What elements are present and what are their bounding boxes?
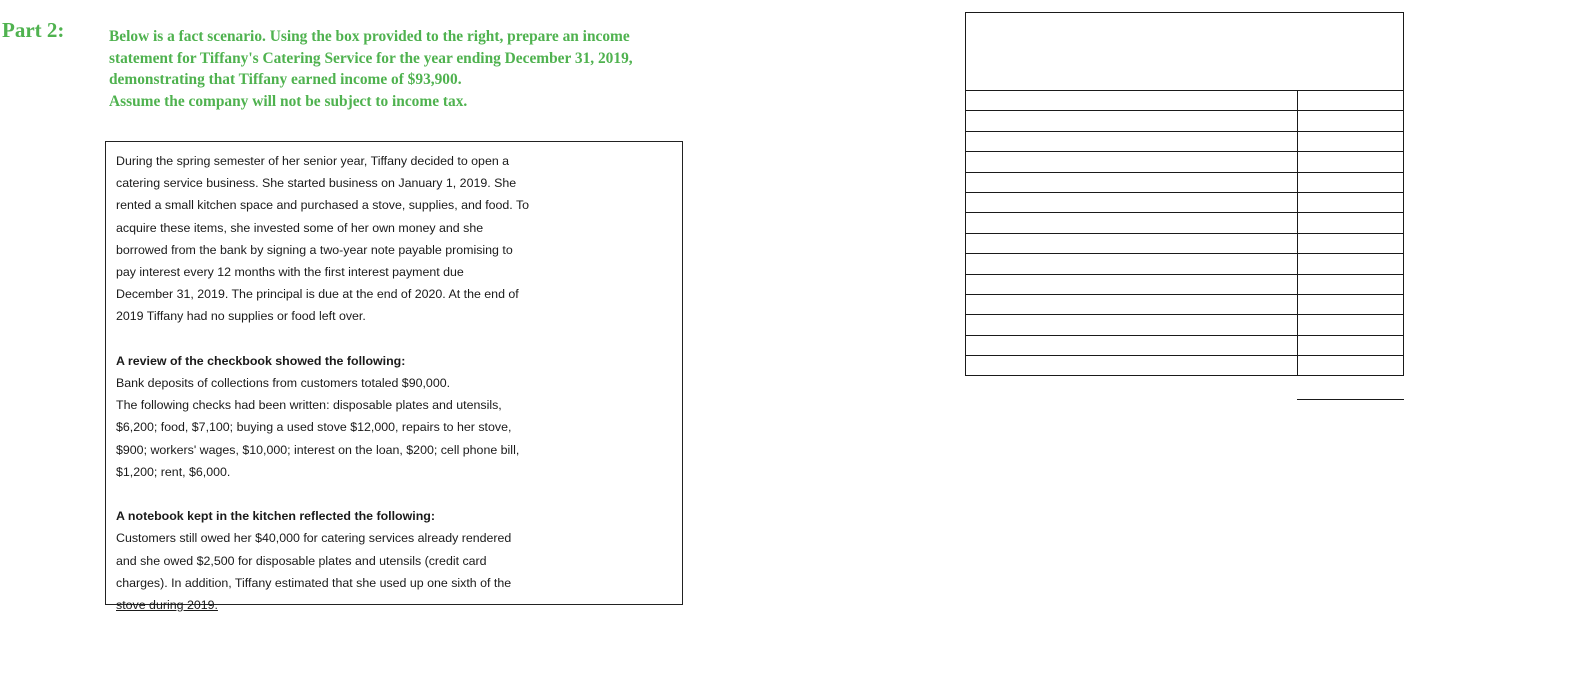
amount-cell[interactable]	[1298, 172, 1404, 192]
checkbook-heading: A review of the checkbook showed the following:	[116, 353, 406, 368]
line-item-cell[interactable]	[966, 152, 1298, 172]
amount-cell[interactable]	[1298, 254, 1404, 274]
amount-cell[interactable]	[1298, 152, 1404, 172]
scenario-line: 2019 Tiffany had no supplies or food left over.	[116, 309, 366, 324]
instructions-line: Below is a fact scenario. Using the box provided to the right, prepare an income	[109, 28, 630, 45]
line-item-cell[interactable]	[966, 213, 1298, 233]
instructions-line: Assume the company will not be subject to income tax.	[109, 92, 468, 110]
income-statement-header-box[interactable]	[965, 12, 1404, 91]
line-item-cell[interactable]	[966, 172, 1298, 192]
line-item-cell[interactable]	[966, 111, 1298, 131]
notebook-line: and she owed $2,500 for disposable plates and utensils (credit card	[116, 553, 487, 568]
amount-cell[interactable]	[1298, 335, 1404, 355]
instructions-line: statement for Tiffany's Catering Service for the year ending December 31, 2019,	[109, 49, 633, 67]
amount-cell[interactable]	[1298, 356, 1404, 376]
table-row	[966, 111, 1404, 131]
table-row	[966, 213, 1404, 233]
amount-cell[interactable]	[1298, 233, 1404, 253]
checkbook-line: The following checks had been written: disposable plates and utensils,	[116, 398, 502, 413]
fact-scenario-box	[105, 141, 683, 613]
scenario-line: December 31, 2019. The principal is due at the end of 2020. At the end of	[116, 287, 519, 302]
table-row	[966, 152, 1404, 172]
checkbook-line: Bank deposits of collections from customers totaled $90,000.	[116, 376, 451, 391]
scenario-line: borrowed from the bank by signing a two-year note payable promising to	[116, 242, 513, 257]
table-row	[966, 192, 1404, 212]
paragraph-gap	[116, 328, 682, 350]
notebook-heading: A notebook kept in the kitchen reflected the following:	[116, 509, 435, 524]
part-label: Part 2:	[2, 18, 65, 42]
table-row	[966, 91, 1404, 111]
line-item-cell[interactable]	[966, 91, 1298, 111]
amount-cell[interactable]	[1298, 131, 1404, 151]
amount-cell[interactable]	[1298, 111, 1404, 131]
table-row	[966, 233, 1404, 253]
scenario-line: During the spring semester of her senior year, Tiffany decided to open a	[116, 154, 510, 168]
line-item-cell[interactable]	[966, 294, 1298, 314]
notebook-line: stove during 2019.	[116, 598, 218, 613]
line-item-cell[interactable]	[966, 254, 1298, 274]
table-row	[966, 356, 1404, 376]
amount-cell[interactable]	[1298, 274, 1404, 294]
table-row	[966, 274, 1404, 294]
notebook-line: charges). In addition, Tiffany estimated that she used up one sixth of the	[116, 575, 512, 590]
checkbook-line: $6,200; food, $7,100; buying a used stove $12,000, repairs to her stove,	[116, 420, 512, 435]
amount-cell[interactable]	[1298, 91, 1404, 111]
line-item-cell[interactable]	[966, 356, 1298, 376]
table-row	[966, 172, 1404, 192]
checkbook-line: $900; workers' wages, $10,000; interest on the loan, $200; cell phone bill,	[116, 442, 520, 457]
amount-cell[interactable]	[1298, 315, 1404, 335]
table-row	[966, 294, 1404, 314]
instructions	[109, 26, 809, 112]
scenario-line: rented a small kitchen space and purchased a stove, supplies, and food. To	[116, 198, 530, 213]
scenario-line: catering service business. She started business on January 1, 2019. She	[116, 176, 517, 191]
line-item-cell[interactable]	[966, 315, 1298, 335]
amount-cell[interactable]	[1298, 192, 1404, 212]
instructions-line: demonstrating that Tiffany earned income of $93,900.	[109, 71, 462, 89]
income-statement-table	[965, 90, 1404, 376]
table-row	[966, 254, 1404, 274]
total-double-underline	[1297, 399, 1404, 400]
table-row	[966, 315, 1404, 335]
amount-cell[interactable]	[1298, 294, 1404, 314]
notebook-line: Customers still owed her $40,000 for catering services already rendered	[116, 531, 512, 546]
paragraph-gap	[116, 483, 682, 505]
line-item-cell[interactable]	[966, 131, 1298, 151]
line-item-cell[interactable]	[966, 192, 1298, 212]
table-row	[966, 131, 1404, 151]
table-row	[966, 335, 1404, 355]
checkbook-line: $1,200; rent, $6,000.	[116, 464, 231, 479]
scenario-line: acquire these items, she invested some of her own money and she	[116, 220, 484, 235]
scenario-line: pay interest every 12 months with the first interest payment due	[116, 265, 464, 280]
line-item-cell[interactable]	[966, 335, 1298, 355]
line-item-cell[interactable]	[966, 274, 1298, 294]
line-item-cell[interactable]	[966, 233, 1298, 253]
amount-cell[interactable]	[1298, 213, 1404, 233]
